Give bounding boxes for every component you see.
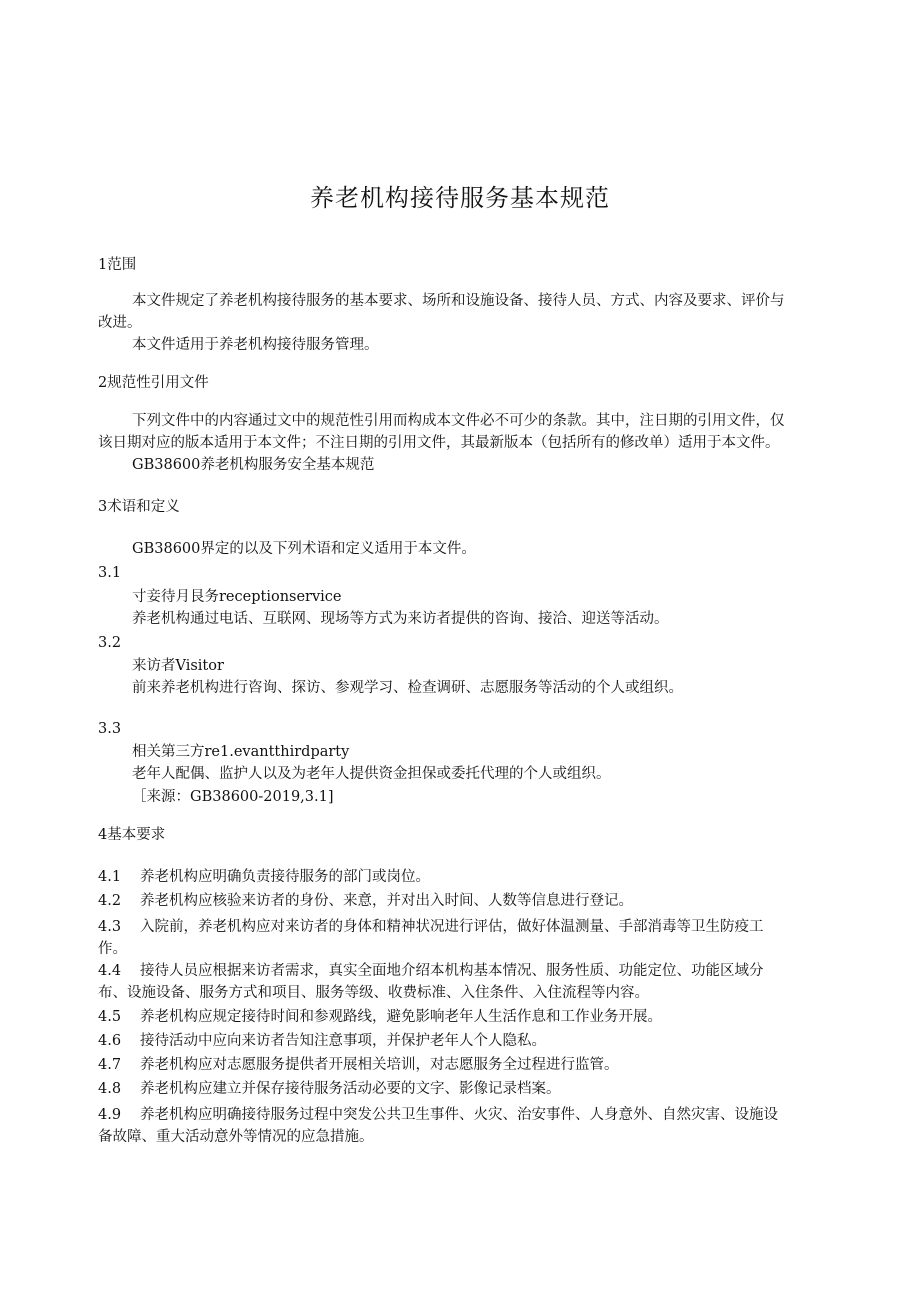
term-source: ［来源：GB38600-2019,3.1] — [132, 789, 334, 805]
requirement-item — [98, 1104, 828, 1148]
item-text: 养老机构应建立并保存接待服务活动必要的文字、影像记录档案。 — [140, 1081, 561, 1097]
item-number: 4.7 — [98, 1057, 122, 1073]
item-text-continued: 备故障、重大活动意外等情况的应急措施。 — [98, 1129, 374, 1145]
section-heading-scope: 1范围 — [98, 257, 137, 273]
requirement-item — [98, 1030, 828, 1052]
item-text: 养老机构应核验来访者的身份、来意，并对出入时间、人数等信息进行登记。 — [140, 893, 633, 909]
term-number: 3.3 — [98, 721, 122, 737]
section-heading-terms: 3术语和定义 — [98, 499, 180, 515]
item-number: 4.5 — [98, 1009, 122, 1025]
term-definition: 养老机构通过电话、互联网、现场等方式为来访者提供的咨询、接洽、迎送等活动。 — [132, 611, 669, 627]
item-number: 4.4 — [98, 963, 122, 979]
requirement-item — [98, 960, 828, 1004]
item-number: 4.8 — [98, 1081, 122, 1097]
document-title: 养老机构接待服务基本规范 — [310, 184, 610, 212]
item-text: 养老机构应规定接待时间和参观路线，避免影响老年人生活作息和工作业务开展。 — [140, 1009, 662, 1025]
term-definition: 前来养老机构进行咨询、探访、参观学习、检查调研、志愿服务等活动的个人或组织。 — [132, 680, 683, 696]
item-text: 养老机构应对志愿服务提供者开展相关培训，对志愿服务全过程进行监管。 — [140, 1057, 619, 1073]
item-text-continued: 布、设施设备、服务方式和项目、服务等级、收费标准、入住条件、入住流程等内容。 — [98, 985, 649, 1001]
requirement-item — [98, 866, 828, 888]
term-name: 寸妾待月艮务receptionservice — [132, 589, 342, 605]
requirement-item — [98, 1078, 828, 1100]
item-text: 接待活动中应向来访者告知注意事项，并保护老年人个人隐私。 — [140, 1033, 546, 1049]
requirement-item — [98, 890, 828, 912]
paragraph-line: 该日期对应的版本适用于本文件；不注日期的引用文件，其最新版本（包括所有的修改单）适用于本文件。 — [98, 435, 780, 451]
item-text: 养老机构应明确负责接待服务的部门或岗位。 — [140, 869, 430, 885]
requirement-item — [98, 1054, 828, 1076]
item-number: 4.9 — [98, 1107, 122, 1123]
term-definition: 老年人配偶、监护人以及为老年人提供资金担保或委托代理的个人或组织。 — [132, 766, 611, 782]
term-name: 相关第三方re1.evantthirdparty — [132, 744, 350, 760]
paragraph-line: 本文件规定了养老机构接待服务的基本要求、场所和设施设备、接待人员、方式、内容及要求、评价与 — [132, 293, 785, 309]
item-text-continued: 作。 — [98, 941, 127, 957]
term-name: 来访者Visitor — [132, 658, 224, 674]
reference-entry: GB38600养老机构服务安全基本规范 — [132, 457, 375, 473]
item-number: 4.6 — [98, 1033, 122, 1049]
paragraph: 本文件适用于养老机构接待服务管理。 — [132, 337, 379, 353]
item-text: 入院前，养老机构应对来访者的身体和精神状况进行评估，做好体温测量、手部消毒等卫生防疫工 — [140, 919, 764, 935]
item-text: 接待人员应根据来访者需求，真实全面地介绍本机构基本情况、服务性质、功能定位、功能区域分 — [140, 963, 764, 979]
item-number: 4.3 — [98, 919, 122, 935]
term-number: 3.2 — [98, 635, 122, 651]
requirement-item — [98, 916, 828, 960]
item-number: 4.2 — [98, 893, 122, 909]
item-number: 4.1 — [98, 869, 122, 885]
section-heading-normative-references: 2规范性引用文件 — [98, 375, 209, 391]
item-text: 养老机构应明确接待服务过程中突发公共卫生事件、火灾、治安事件、人身意外、自然灾害、设施设 — [140, 1107, 778, 1123]
section-heading-basic-requirements: 4基本要求 — [98, 827, 166, 843]
paragraph-line: 下列文件中的内容通过文中的规范性引用而构成本文件必不可少的条款。其中，注日期的引用文件，仅 — [132, 413, 785, 429]
requirement-item — [98, 1006, 828, 1028]
term-number: 3.1 — [98, 565, 122, 581]
paragraph-line: 改进。 — [98, 315, 142, 331]
terms-intro: GB38600界定的以及下列术语和定义适用于本文件。 — [132, 541, 476, 557]
